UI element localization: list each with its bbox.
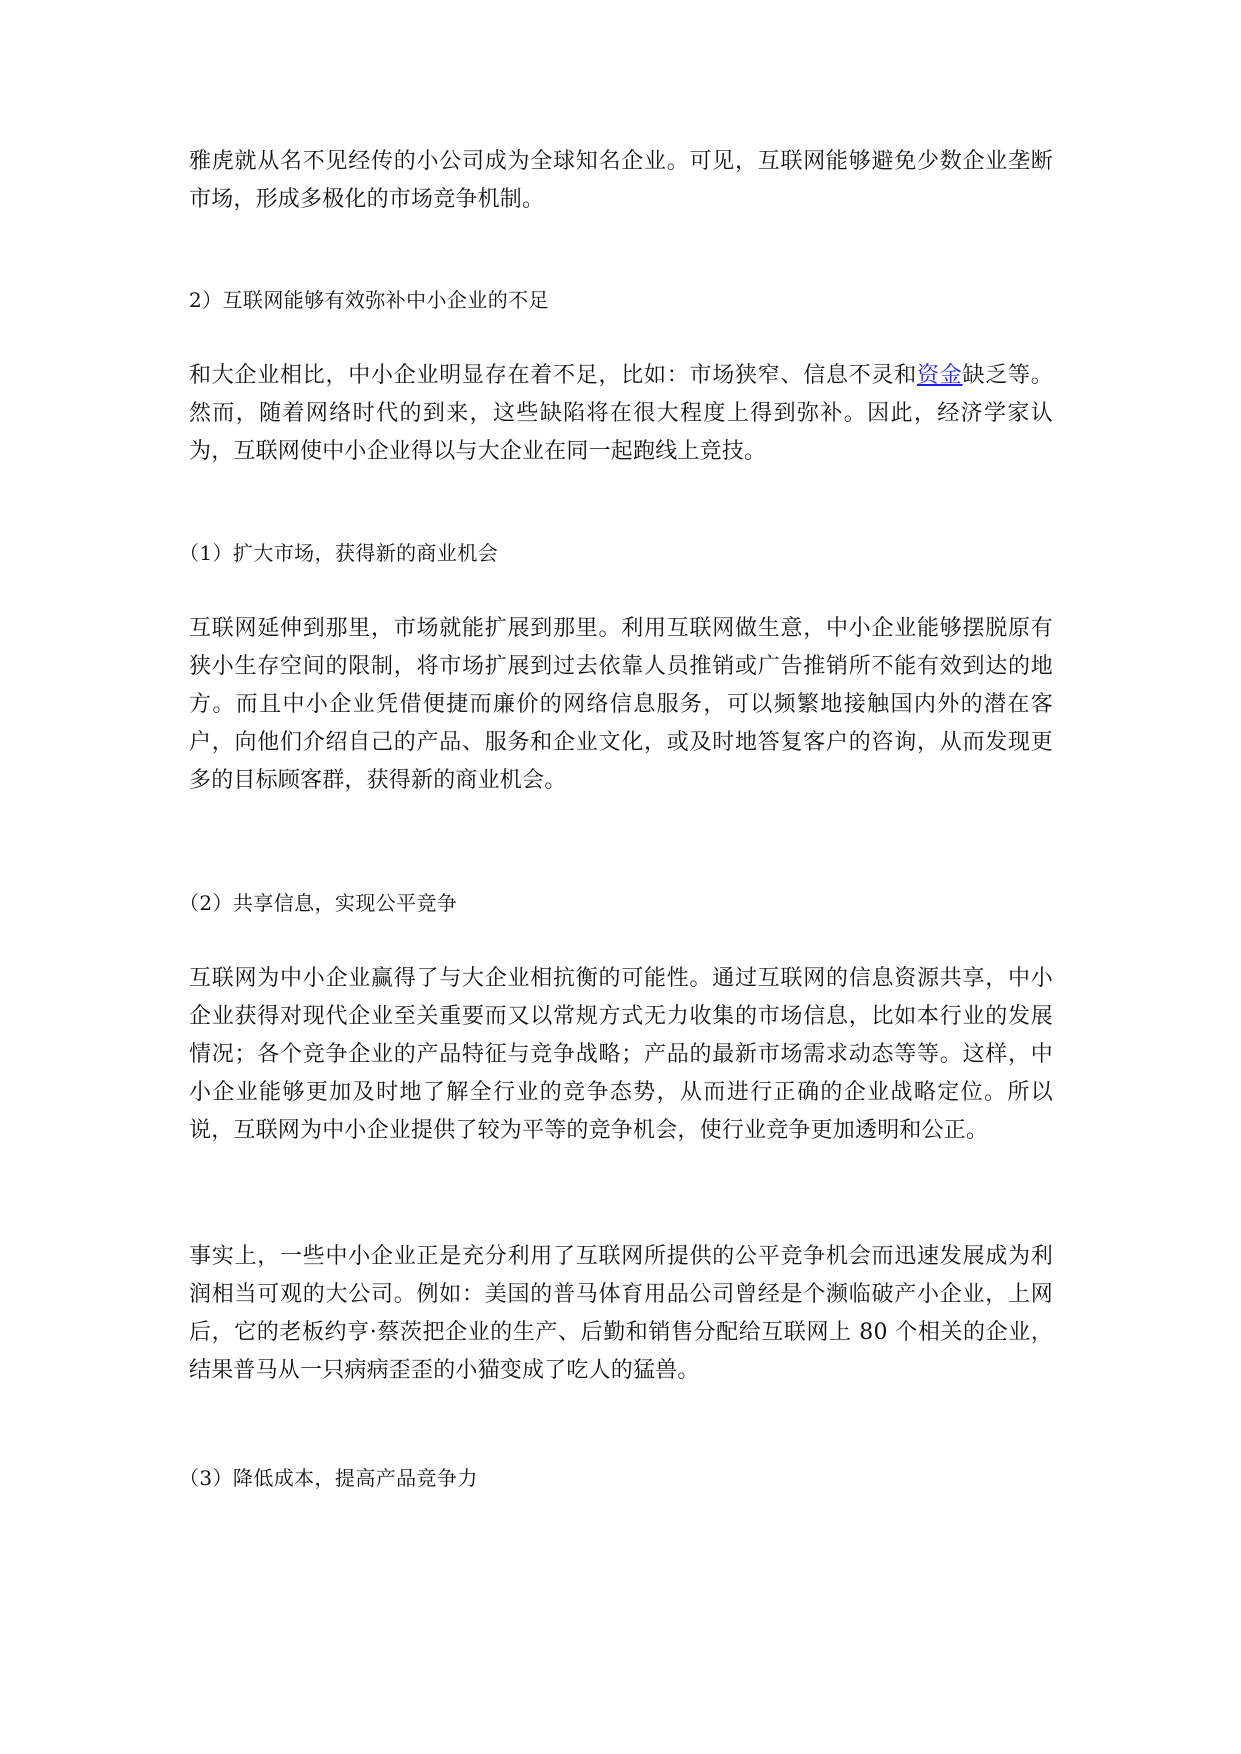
paragraph-puma-example: 事实上，一些中小企业正是充分利用了互联网所提供的公平竞争机会而迅速发展成为利润相当可观的大公司。例如：美国的普马体育用品公司曾经是个濒临破产小企业，上网后，它的老板约亨·蔡茨把企业的生产、后勤和销售分配给互联网上 80 个相关的企业，结果普马从一只病病歪歪的小猫变成了吃人的猛兽。 xyxy=(189,1244,1053,1383)
paragraph-expand-market: 互联网延伸到那里，市场就能扩展到那里。利用互联网做生意，中小企业能够摆脱原有狭小生存空间的限制，将市场扩展到过去依靠人员推销或广告推销所不能有效到达的地方。而且中小企业凭借便捷而廉价的网络信息服务，可以频繁地接触国内外的潜在客户，向他们介绍自己的产品、服务和企业文化，或及时地答复客户的咨询，从而发现更多的目标顾客群，获得新的商业机会。 xyxy=(189,616,1053,793)
paragraph-sme-shortcomings xyxy=(189,357,1053,471)
subheading-share-information: （2）共享信息，实现公平竞争 xyxy=(179,891,458,915)
funding-link[interactable]: 资金 xyxy=(917,363,963,388)
subheading-reduce-cost: （3）降低成本，提高产品竞争力 xyxy=(179,1466,478,1490)
section-heading-2: 2）互联网能够有效弥补中小企业的不足 xyxy=(189,288,549,312)
paragraph-intro: 雅虎就从名不见经传的小公司成为全球知名企业。可见，互联网能够避免少数企业垄断市场，形成多极化的市场竞争机制。 xyxy=(189,149,1053,212)
paragraph-share-information: 互联网为中小企业赢得了与大企业相抗衡的可能性。通过互联网的信息资源共享，中小企业获得对现代企业至关重要而又以常规方式无力收集的市场信息，比如本行业的发展情况；各个竞争企业的产品特征与竞争战略；产品的最新市场需求动态等等。这样，中小企业能够更加及时地了解全行业的竞争态势，从而进行正确的企业战略定位。所以说，互联网为中小企业提供了较为平等的竞争机会，使行业竞争更加透明和公正。 xyxy=(189,966,1053,1143)
paragraph-text-after-link: 缺乏等。然而，随着网络时代的到来，这些缺陷将在很大程度上得到弥补。因此，经济学家认为，互联网使中小企业得以与大企业在同一起跑线上竞技。 xyxy=(189,363,1053,464)
subheading-expand-market: （1）扩大市场，获得新的商业机会 xyxy=(179,541,499,565)
paragraph-text-before-link: 和大企业相比，中小企业明显存在着不足，比如：市场狭窄、信息不灵和 xyxy=(189,363,918,388)
